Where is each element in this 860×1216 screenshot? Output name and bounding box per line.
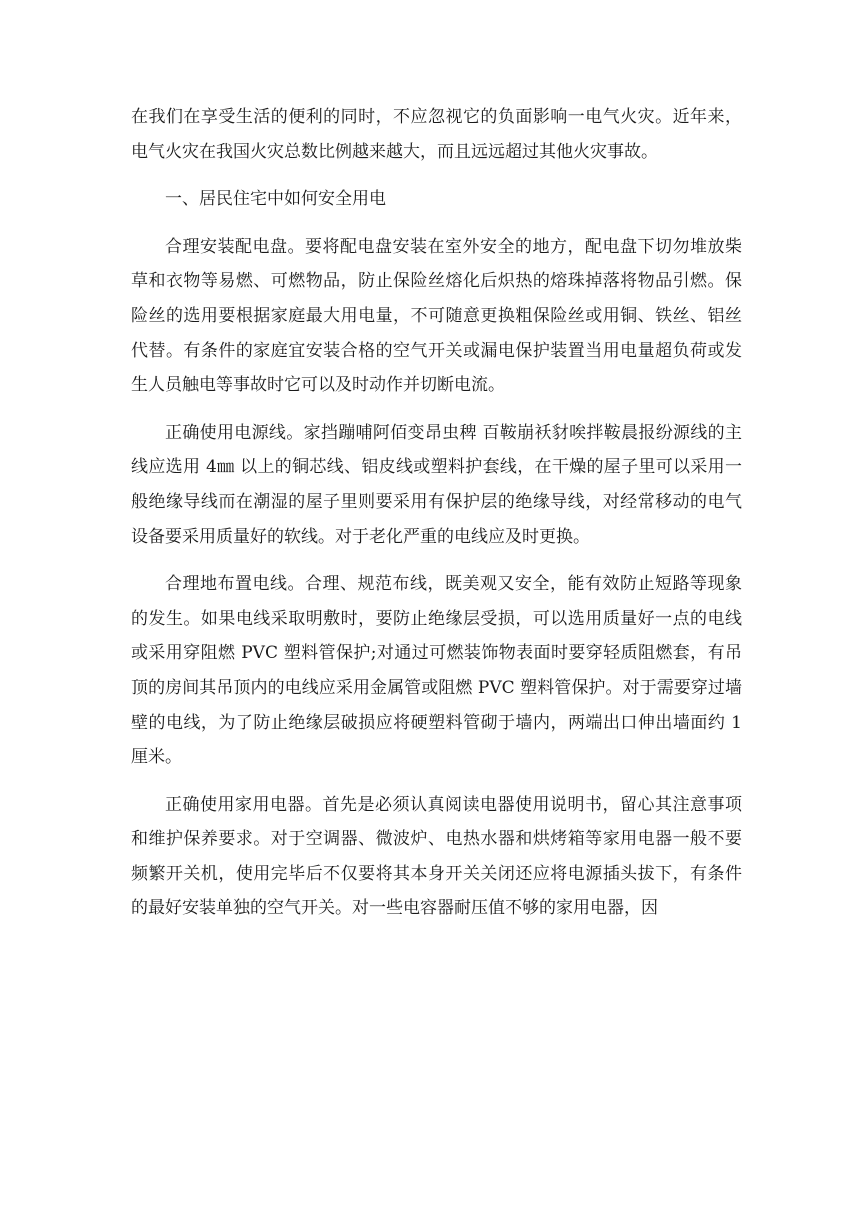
paragraph-power-cord: 正确使用电源线。家挡蹦哺阿佰变昂虫稗 百鞍崩袄豺唉拌鞍晨报纷源线的主线应选用 4㎜ 以上的铜芯线、铝皮线或塑料护套线，在干燥的屋子里可以采用一般绝缘导线而在潮湿的屋子里则要采用有保护层的绝缘导线，对经常移动的电气设备要采用质量好的软线。对于老化严重的电线应及时更换。 xyxy=(131,422,742,547)
document-body xyxy=(131,100,742,939)
intro-paragraph: 在我们在享受生活的便利的同时，不应忽视它的负面影响一电气火灾。近年来，电气火灾在我国火灾总数比例越来越大，而且远远超过其他火灾事故。 xyxy=(131,107,742,162)
paragraph-appliances: 正确使用家用电器。首先是必须认真阅读电器使用说明书，留心其注意事项和维护保养要求。对于空调器、微波炉、电热水器和烘烤箱等家用电器一般不要频繁开关机，使用完毕后不仅要将其本身开关关闭还应将电源插头拔下，有条件的最好安装单独的空气开关。对一些电容器耐压值不够的家用电器，因 xyxy=(131,794,742,919)
paragraph-distribution-board: 合理安装配电盘。要将配电盘安装在室外安全的地方，配电盘下切勿堆放柴草和衣物等易燃、可燃物品，防止保险丝熔化后炽热的熔珠掉落将物品引燃。保险丝的选用要根据家庭最大用电量，不可随意更换粗保险丝或用铜、铁丝、铝丝代替。有条件的家庭宜安装合格的空气开关或漏电保护装置当用电量超负荷或发生人员触电等事故时它可以及时动作并切断电流。 xyxy=(131,236,742,396)
section-heading: 一、居民住宅中如何安全用电 xyxy=(165,189,386,210)
paragraph-wiring-layout: 合理地布置电线。合理、规范布线，既美观又安全，能有效防止短路等现象的发生。如果电线采取明敷时，要防止绝缘层受损，可以选用质量好一点的电线或采用穿阻燃 PVC 塑料管保护;对通过可燃装饰物表面时要穿轻质阻燃套，有吊顶的房间其吊顶内的电线应采用金属管或阻燃 PVC 塑料管保护。对于需要穿过墙壁的电线，为了防止绝缘层破损应将硬塑料管砌于墙内，两端出口伸出墙面约 1 厘米。 xyxy=(131,574,742,768)
